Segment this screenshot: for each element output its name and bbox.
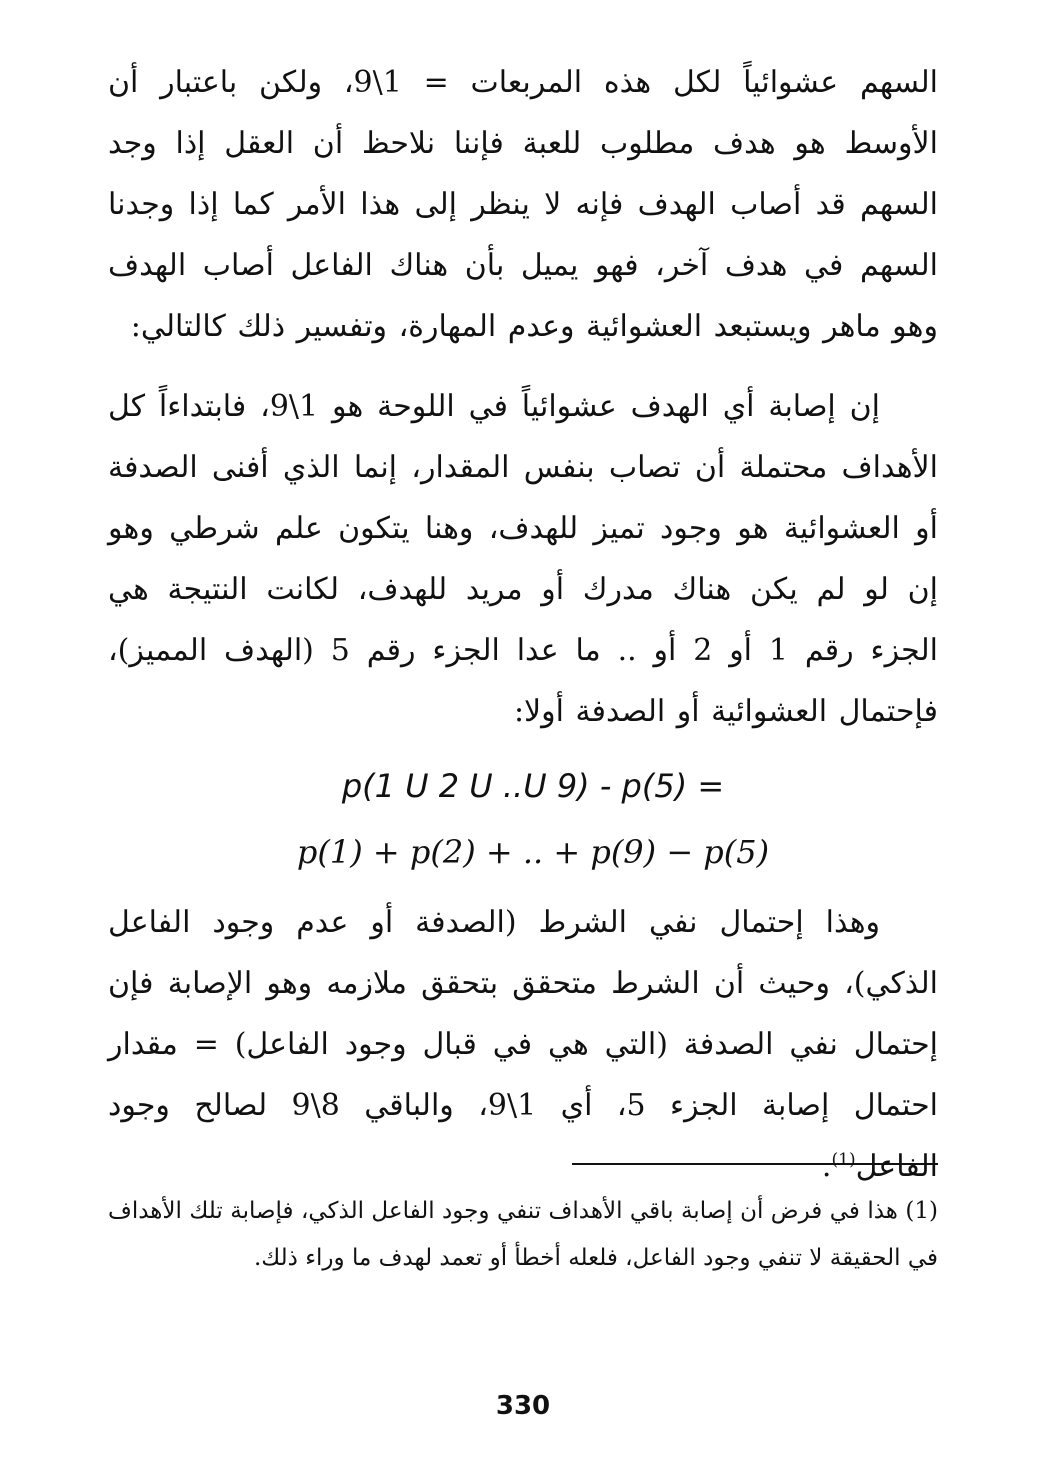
paragraph-3-text: وهذا إحتمال نفي الشرط (الصدفة أو عدم وجود الفاعل الذكي)، وحيث أن الشرط متحقق بتحقق ملازمه وهو الإصابة فإن إحتمال نفي الصدفة (التي هي في قبال وجود الفاعل) = مقدار احتمال إصابة الجزء 5، أي 1\9، والباقي 8\9 لصالح وجود الفاعل bbox=[108, 905, 938, 1184]
page-number: 330 bbox=[495, 1391, 551, 1421]
footnote-reference[interactable]: (1) bbox=[831, 1150, 856, 1170]
paragraph-1: السهم عشوائياً لكل هذه المربعات = 1\9، ولكن باعتبار أن الأوسط هو هدف مطلوب للعبة فإننا نلاحظ أن العقل إذا وجد السهم قد أصاب الهدف فإنه لا ينظر إلى هذا الأمر كما إذا وجدنا السهم في هدف آخر، فهو يميل بأن هناك الفاعل أصاب الهدف وهو ماهر ويستبعد العشوائية وعدم المهارة، وتفسير ذلك كالتالي: bbox=[108, 65, 938, 344]
footnote-text: (1) هذا في فرض أن إصابة باقي الأهداف تنفي وجود الفاعل الذكي، فإصابة تلك الأهداف في الحقيقة لا تنفي وجود الفاعل، فلعله أخطأ أو تعمد لهدف ما وراء ذلك. bbox=[108, 1198, 938, 1271]
paragraph-3 bbox=[108, 892, 938, 1197]
book-page bbox=[108, 0, 938, 1467]
formula-line-1: p(1 U 2 U ..U 9) - p(5) = bbox=[341, 767, 725, 805]
paragraph-3-end: . bbox=[821, 1149, 832, 1184]
paragraph-2: إن إصابة أي الهدف عشوائياً في اللوحة هو 1\9، فابتداءاً كل الأهداف محتملة أن تصاب بنفس المقدار، إنما الذي أفنى الصدفة أو العشوائية هو وجود تميز للهدف، وهنا يتكون علم شرطي وهو إن لو لم يكن هناك مدرك أو مريد للهدف، لكانت النتيجة هي الجزء رقم 1 أو 2 أو .. ما عدا الجزء رقم 5 (الهدف المميز)، فإحتمال العشوائية أو الصدفة أولا: bbox=[108, 389, 938, 729]
formula-line-2: p(1) + p(2) + .. + p(9) − p(5) bbox=[296, 833, 770, 871]
footnote-divider bbox=[572, 1163, 938, 1165]
